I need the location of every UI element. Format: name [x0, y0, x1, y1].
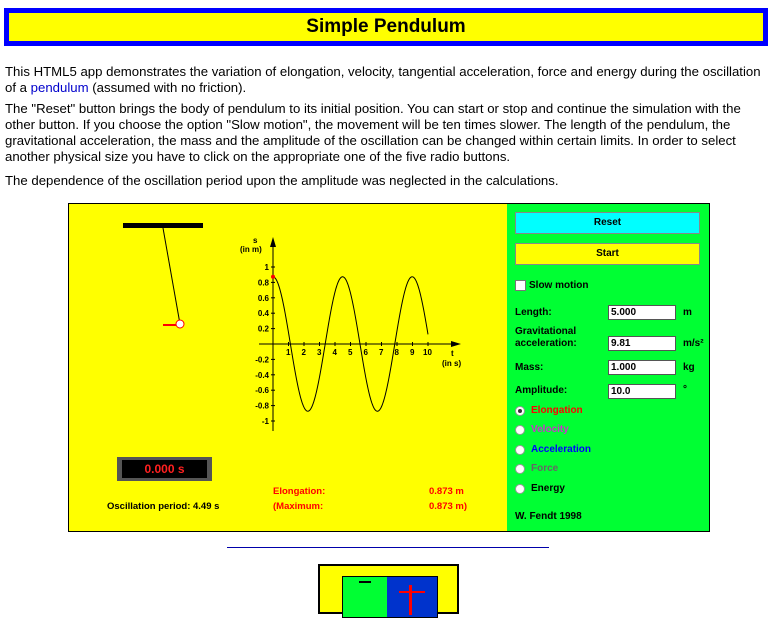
thumbnail-red-bar [409, 585, 412, 615]
mass-input[interactable] [608, 360, 676, 375]
intro-paragraph [5, 64, 773, 96]
y-tick-label: 0.6 [257, 293, 269, 303]
timer-display [117, 457, 212, 481]
pendulum-bob[interactable] [176, 320, 184, 328]
x-tick-label: 6 [363, 348, 368, 357]
amplitude-input[interactable] [608, 384, 676, 399]
oscillation-period-value: 4.49 s [193, 501, 220, 512]
thumbnail-pendulum-bar [359, 581, 371, 583]
maximum-value: 0.873 m) [429, 501, 468, 512]
y-tick-label: 1 [264, 263, 269, 272]
radio-energy-button[interactable] [515, 484, 525, 494]
thumbnail-image [342, 576, 438, 618]
amplitude-label: Amplitude: [515, 385, 568, 396]
radio-elongation-button[interactable] [515, 406, 525, 416]
gravity-input[interactable] [608, 336, 676, 351]
radio-velocity[interactable] [515, 424, 569, 435]
length-input[interactable] [608, 305, 676, 320]
divider-line [227, 547, 549, 548]
intro-text: This HTML5 app demonstrates the variation of elongation, velocity, tangential acceleration, force and energy during the oscillation of a [5, 64, 761, 95]
note-paragraph: The dependence of the oscillation period upon the amplitude was neglected in the calculations. [5, 173, 559, 188]
x-tick-label: 5 [348, 348, 353, 357]
intro-text-end: (assumed with no friction). [88, 80, 247, 95]
y-axis-label: s [253, 236, 258, 245]
radio-velocity-label: Velocity [531, 424, 569, 435]
x-tick-label: 4 [332, 348, 337, 357]
amplitude-unit: ° [683, 384, 687, 395]
y-tick-label: 0.8 [257, 278, 269, 288]
x-axis-arrow [451, 341, 461, 347]
thumbnail-red-mark [399, 591, 425, 593]
y-tick-label: -0.4 [255, 370, 269, 380]
radio-force[interactable] [515, 463, 558, 474]
length-label: Length: [515, 307, 552, 318]
thumbnail-link[interactable] [318, 564, 459, 614]
maximum-label: (Maximum: [273, 501, 324, 512]
simulation-canvas [69, 204, 507, 531]
current-point [271, 275, 275, 279]
elongation-label: Elongation: [273, 486, 326, 497]
x-tick-label: 8 [394, 348, 399, 357]
x-tick-label: 2 [301, 348, 306, 357]
y-tick-label: -0.6 [255, 386, 269, 396]
pendulum-link[interactable]: pendulum [30, 80, 89, 95]
y-tick-label: 0.2 [257, 324, 269, 334]
radio-acceleration-button[interactable] [515, 445, 525, 455]
x-tick-label: 10 [423, 348, 432, 357]
radio-energy-label: Energy [531, 483, 565, 494]
simulation-drawing [69, 204, 507, 531]
gravity-label-line2: acceleration: [515, 338, 577, 349]
pendulum-string [163, 228, 180, 324]
gravity-label-line1: Gravitational [515, 326, 577, 337]
y-axis-unit: (in m) [240, 245, 262, 254]
page-title: Simple Pendulum [306, 16, 466, 37]
oscillation-period-label: Oscillation period: [107, 501, 191, 512]
pendulum-applet [68, 203, 710, 532]
x-tick-label: 1 [286, 348, 291, 357]
radio-acceleration[interactable] [515, 444, 591, 455]
x-tick-label: 9 [410, 348, 415, 357]
radio-force-button[interactable] [515, 464, 525, 474]
thumbnail-panel-left [343, 577, 387, 617]
radio-acceleration-label: Acceleration [531, 444, 592, 455]
slow-motion-label: Slow motion [529, 280, 589, 291]
reset-button[interactable]: Reset [515, 212, 700, 234]
radio-force-label: Force [531, 463, 559, 474]
radio-elongation[interactable] [515, 405, 583, 416]
y-tick-label: -0.2 [255, 355, 269, 365]
title-banner [4, 8, 768, 46]
radio-velocity-button[interactable] [515, 425, 525, 435]
x-axis-label: t [451, 349, 454, 358]
gravity-unit: m/s² [683, 338, 704, 349]
pendulum-ceiling [123, 223, 203, 228]
radio-energy[interactable] [515, 483, 565, 494]
mass-label: Mass: [515, 362, 544, 373]
x-tick-label: 3 [317, 348, 322, 357]
credit-text: W. Fendt 1998 [515, 511, 582, 522]
instructions-paragraph: The "Reset" button brings the body of pendulum to its initial position. You can start or stop and continue the simulation with the other button. If you choose the option "Slow motion", the movement will be ten times slower. The length of the pendulum, the gravitational acceleration, the mass and the amplitude of the oscillation can be changed within certain limits. In order to select another physical size you have to click on the appropriate one of the five radio buttons. [5, 101, 741, 164]
control-panel [507, 204, 709, 531]
start-button[interactable]: Start [515, 243, 700, 265]
x-axis-unit: (in s) [442, 359, 462, 368]
radio-elongation-label: Elongation [531, 405, 583, 416]
y-tick-label: -0.8 [255, 401, 269, 411]
y-tick-label: 0.4 [257, 309, 269, 319]
length-unit: m [683, 307, 692, 318]
mass-unit: kg [683, 362, 695, 373]
y-tick-label: -1 [261, 417, 269, 426]
y-axis-arrow [270, 237, 276, 247]
x-tick-label: 7 [379, 348, 384, 357]
slow-motion-checkbox[interactable] [515, 280, 526, 291]
timer-value: 0.000 s [122, 460, 207, 478]
elongation-value: 0.873 m [429, 486, 464, 497]
chart-axes [259, 237, 461, 431]
